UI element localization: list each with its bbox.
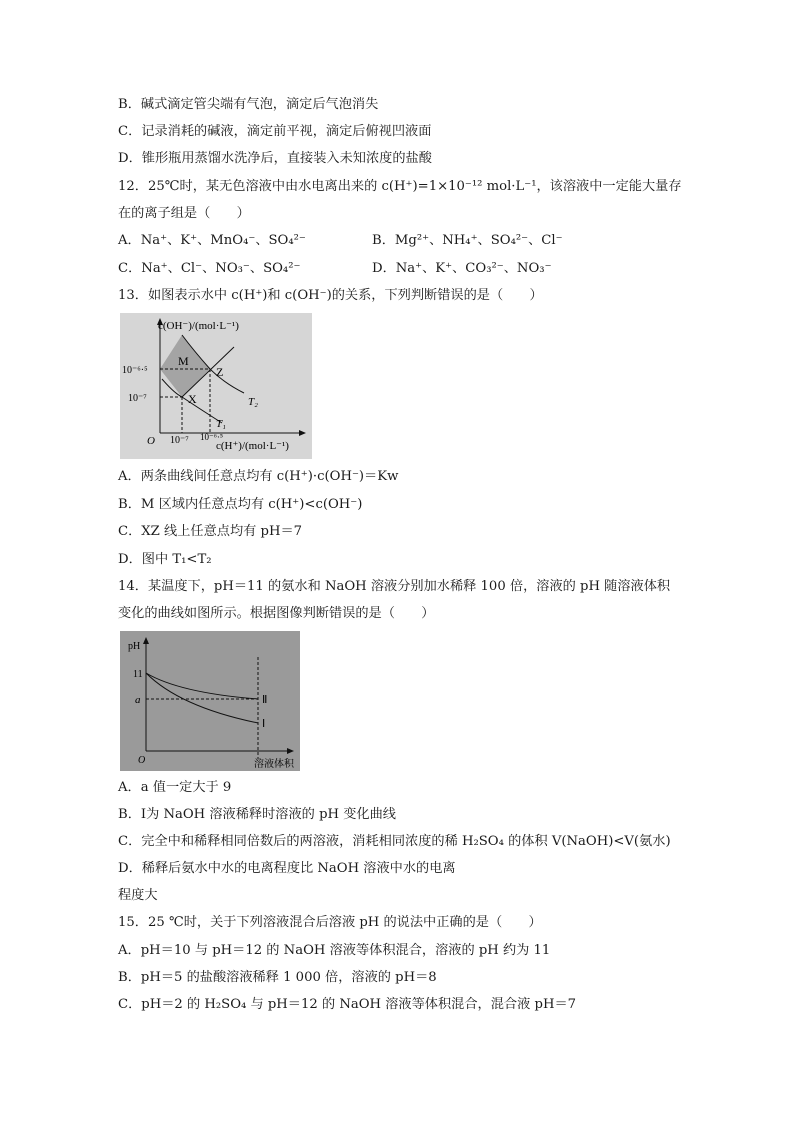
- q14-option-b: B．Ⅰ为 NaOH 溶液稀释时溶液的 pH 变化曲线: [118, 807, 396, 822]
- q11-option-d: D．锥形瓶用蒸馏水洗净后，直接装入未知浓度的盐酸: [118, 151, 432, 166]
- q13-origin-label: O: [147, 435, 155, 447]
- q11-option-c: C．记录消耗的碱液，滴定前平视，滴定后俯视凹液面: [118, 124, 432, 139]
- q13-curve-t1-label: T₁: [216, 418, 226, 430]
- q14-origin-label: O: [138, 755, 146, 766]
- q13-water-ionization-figure: [120, 313, 312, 459]
- q14-stem-line1: 14．某温度下，pH＝11 的氨水和 NaOH 溶液分别加水稀释 100 倍，溶液的 pH 随溶液体积: [118, 579, 671, 594]
- q14-y-axis-label: pH: [128, 641, 141, 652]
- q14-option-d-line2: 程度大: [118, 888, 158, 903]
- q14-option-a: A．a 值一定大于 9: [118, 780, 232, 795]
- q13-point-z-label: Z: [216, 365, 224, 379]
- q13-tick-x-low: 10⁻⁷: [170, 435, 189, 446]
- q12-option-d: D．Na⁺、K⁺、CO₃²⁻、NO₃⁻: [372, 261, 552, 276]
- q12-option-c: C．Na⁺、Cl⁻、NO₃⁻、SO₄²⁻: [118, 261, 301, 276]
- q14-figure-background: [120, 631, 300, 771]
- q13-tick-x-high: 10⁻⁶·⁵: [200, 432, 224, 442]
- q15-option-a: A．pH＝10 与 pH＝12 的 NaOH 溶液等体积混合，溶液的 pH 约为 11: [118, 943, 551, 958]
- q13-option-d: D．图中 T₁<T₂: [118, 552, 212, 567]
- q14-curve-i-label: Ⅰ: [262, 718, 266, 730]
- q13-x-axis-label: c(H⁺)/(mol·L⁻¹): [216, 440, 289, 452]
- q13-region-m-label: M: [178, 354, 189, 368]
- q13-curve-t2-label: T₂: [248, 396, 258, 408]
- q12-stem-line1: 12．25℃时，某无色溶液中由水电离出来的 c(H⁺)=1×10⁻¹² mol·L⁻¹，该溶液中一定能大量存: [118, 179, 682, 194]
- q11-option-b: B．碱式滴定管尖端有气泡，滴定后气泡消失: [118, 97, 379, 112]
- q13-point-x-label: X: [188, 392, 197, 406]
- q13-tick-y-high: 10⁻⁶·⁵: [122, 365, 148, 376]
- q13-y-axis-label: c(OH⁻)/(mol·L⁻¹): [158, 320, 239, 332]
- q13-option-a: A．两条曲线间任意点均有 c(H⁺)·c(OH⁻)＝Kw: [118, 469, 399, 484]
- q13-stem: 13．如图表示水中 c(H⁺)和 c(OH⁻)的关系，下列判断错误的是（ ）: [118, 288, 543, 303]
- q14-tick-11: 11: [133, 669, 143, 680]
- q14-option-d-line1: D．稀释后氨水中水的电离程度比 NaOH 溶液中水的电离: [118, 861, 456, 876]
- q13-option-b: B．M 区域内任意点均有 c(H⁺)<c(OH⁻): [118, 497, 363, 512]
- q12-option-b: B．Mg²⁺、NH₄⁺、SO₄²⁻、Cl⁻: [372, 233, 563, 248]
- q14-option-c: C．完全中和稀释相同倍数后的两溶液，消耗相同浓度的稀 H₂SO₄ 的体积 V(NaOH)<V(氨水): [118, 834, 671, 849]
- q14-curve-ii-label: Ⅱ: [262, 694, 268, 706]
- q14-ph-dilution-figure: [120, 631, 300, 771]
- q15-stem: 15．25 ℃时，关于下列溶液混合后溶液 pH 的说法中正确的是（ ）: [118, 915, 542, 930]
- q14-stem-line2: 变化的曲线如图所示。根据图像判断错误的是（ ）: [118, 606, 435, 621]
- q13-tick-y-low: 10⁻⁷: [128, 393, 147, 404]
- q14-tick-a: a: [135, 694, 141, 706]
- q13-option-c: C．XZ 线上任意点均有 pH＝7: [118, 524, 303, 539]
- q15-option-b: B．pH＝5 的盐酸溶液稀释 1 000 倍，溶液的 pH＝8: [118, 970, 437, 985]
- q12-option-a: A．Na⁺、K⁺、MnO₄⁻、SO₄²⁻: [118, 233, 306, 248]
- q12-stem-line2: 在的离子组是（ ）: [118, 206, 250, 221]
- q14-x-axis-label: 溶液体积: [254, 759, 294, 770]
- q15-option-c: C．pH＝2 的 H₂SO₄ 与 pH＝12 的 NaOH 溶液等体积混合，混合液 pH＝7: [118, 997, 577, 1012]
